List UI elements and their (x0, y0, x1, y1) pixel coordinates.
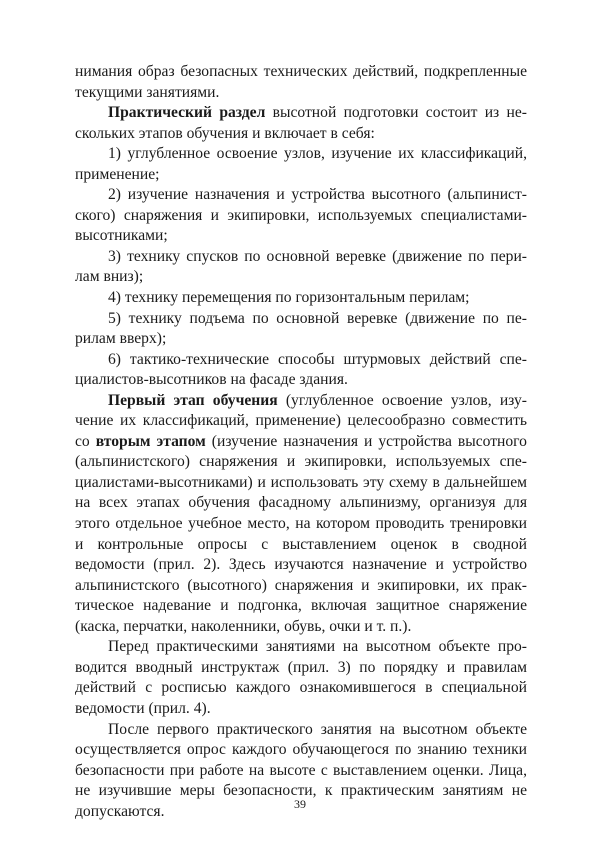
paragraph-text: нимания образ безопасных технических действий, подкрепленные текущими занятиями. (75, 63, 527, 101)
list-item-text: 1) углубленное освоение узлов, изучение их классификаций, применение; (75, 145, 527, 183)
paragraph-text: высотной подготовки состоит из нескольких этапов обучения и включает в себя: (75, 104, 527, 142)
list-item-text: 2) изучение назначения и устройства высотного (альпинистского) снаряжения и экипировки, используемых специалистами-высотниками; (75, 186, 527, 245)
paragraph-practical-section (75, 103, 527, 144)
paragraph-continuation (75, 62, 527, 103)
list-item-text: 4) технику перемещения по горизонтальным перилам; (108, 289, 470, 307)
list-item-6 (75, 350, 527, 391)
list-item-text: 6) тактико-технические способы штурмовых действий специалистов-высотников на фасаде здания. (75, 350, 527, 389)
bold-term: Практический раздел (108, 104, 266, 122)
paragraph-text: После первого практического занятия на высотном объекте осуществляется опрос каждого обучающегося по знанию техники безопасности при работе на высоте с выставлением оценки. Лица, не изучившие меры безопасности, к практическим занятиям не допускаются. (75, 720, 527, 820)
document-body (75, 62, 527, 822)
page-number: 39 (294, 797, 306, 811)
paragraph-first-stage (75, 391, 527, 638)
list-item-5 (75, 309, 527, 350)
list-item-1 (75, 144, 527, 185)
list-item-4 (75, 288, 527, 309)
list-item-text: 3) технику спусков по основной веревке (движение по перилам вниз); (75, 247, 527, 286)
paragraph-text: Перед практическими занятиями на высотном объекте проводится вводный инструктаж (прил. 3) по порядку и правилам действий с росписью каждого ознакомившегося в специальной ведомости (прил. 4). (75, 638, 527, 717)
bold-term: вторым этапом (95, 432, 206, 450)
paragraph-briefing (75, 637, 527, 719)
paragraph-text: (углубленное освоение узлов, изучение их классификаций, применение) целесообразно совместить со (75, 391, 527, 450)
list-item-2 (75, 185, 527, 247)
bold-term: Первый этап обучения (108, 391, 278, 409)
list-item-text: 5) технику подъема по основной веревке (движение по перилам вверх); (75, 309, 527, 348)
list-item-3 (75, 247, 527, 288)
paragraph-text: (изучение назначения и устройства высотного (альпинистского) снаряжения и экипировки, используемых специалистами-высотниками) и использовать эту схему в дальнейшем на всех этапах обучения фасадному альпинизму, организуя для этого отдельное учебное место, на котором проводить тренировки и контрольные опросы с выставлением оценок в сводной ведомости (прил. 2). Здесь изучаются назначение и устройство альпинистского (высотного) снаряжения и экипировки, их практическое надевание и подгонка, включая защитное снаряжение (каска, перчатки, наколенники, обувь, очки и т. п.). (75, 432, 527, 635)
